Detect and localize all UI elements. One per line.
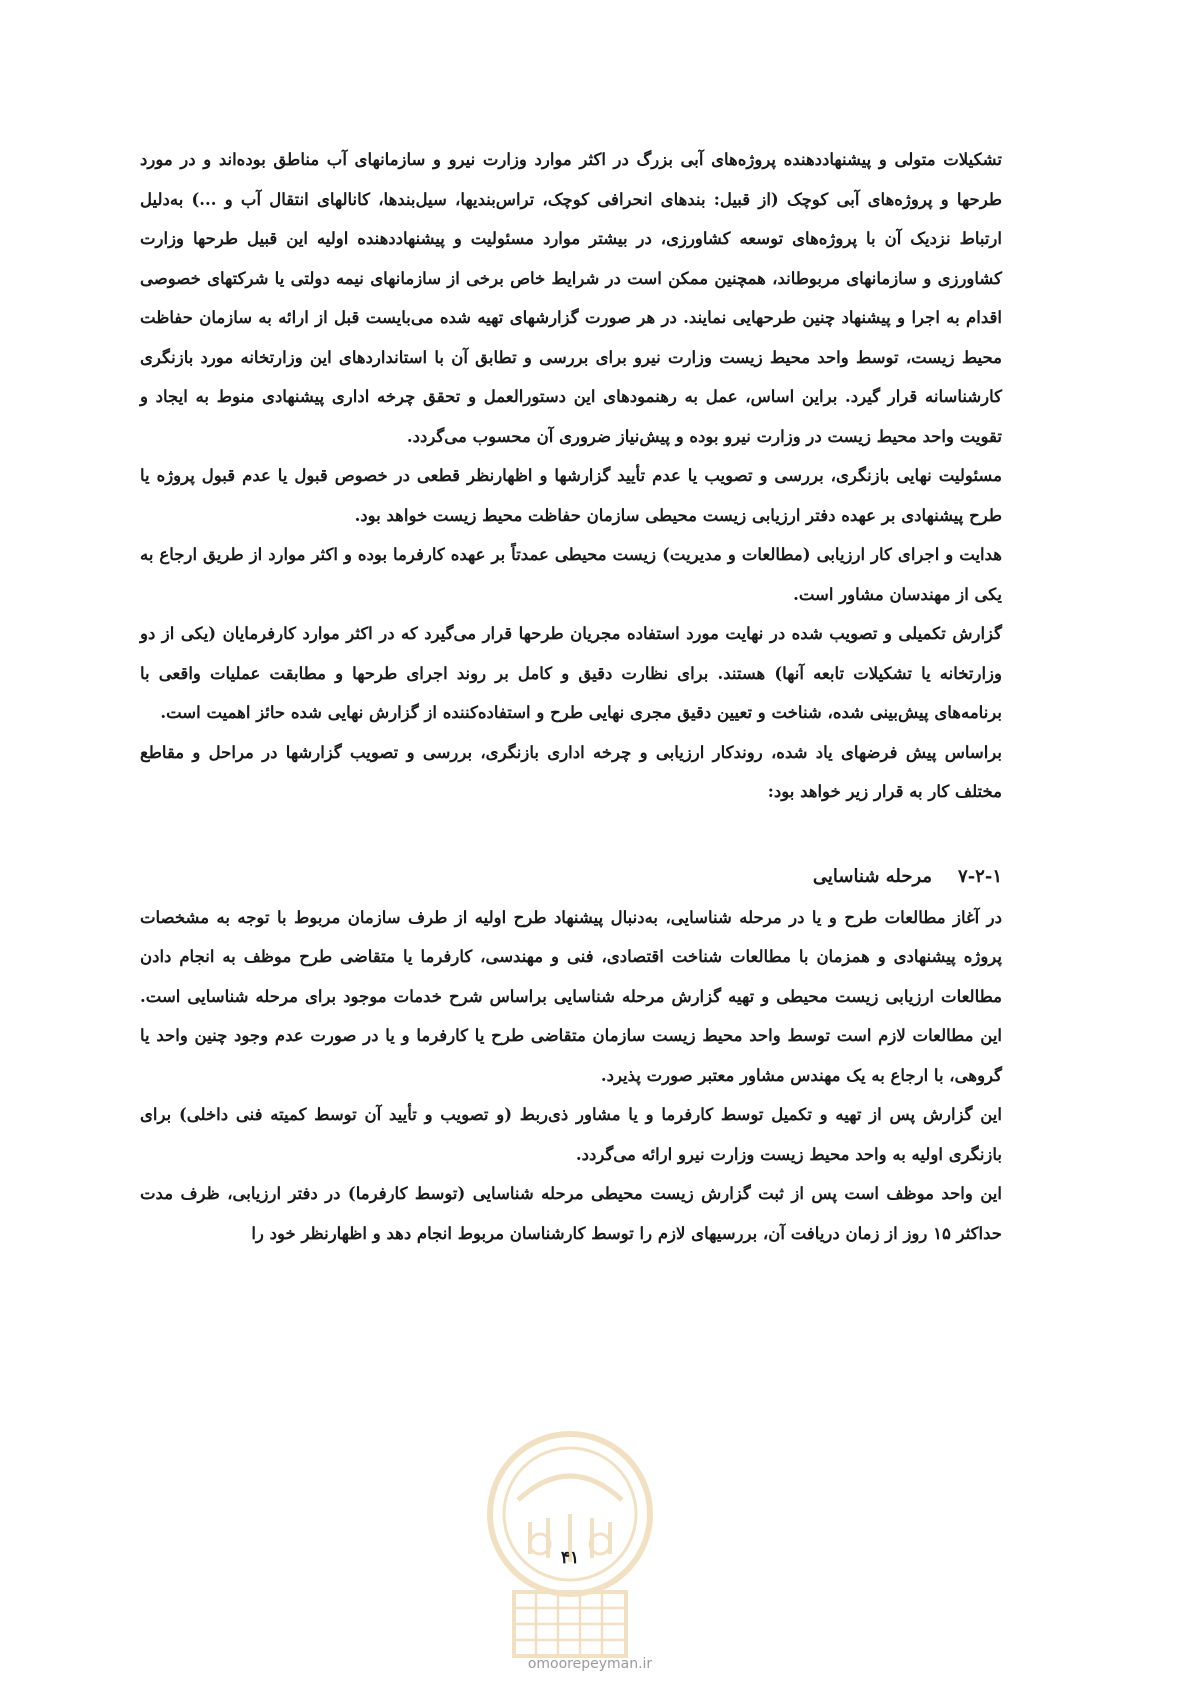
watermark-seal-icon <box>478 1422 662 1662</box>
section-title: مرحله شناسایی <box>812 865 933 887</box>
document-page <box>140 140 1002 1253</box>
paragraph-review-deadline: این واحد موظف است پس از ثبت گزارش زیست محیطی مرحله شناسایی (توسط کارفرما) در دفتر ارزیابی، ظرف مدت حداکثر ۱۵ روز از زمان دریافت آن، بررسیهای لازم را توسط کارشناسان مربوط انجام دهد و اظهارنظر خود را <box>140 1184 1002 1243</box>
paragraph-workflow-intro: براساس پیش فرضهای یاد شده، روندکار ارزیابی و چرخه اداری بازنگری، بررسی و تصویب گزارشها در مراحل و مقاطع مختلف کار به قرار زیر خواهد بود: <box>140 742 1002 801</box>
paragraph-initial-review: این گزارش پس از تهیه و تکمیل توسط کارفرما و یا مشاور ذی‌ربط (و تصویب و تأیید آن توسط کمیته فنی داخلی) برای بازنگری اولیه به واحد محیط زیست وزارت نیرو ارائه می‌گردد. <box>140 1105 1002 1164</box>
paragraph-final-responsibility: مسئولیت نهایی بازنگری، بررسی و تصویب یا عدم تأیید گزارشها و اظهارنظر قطعی در خصوص قبول یا عدم قبول پروژه یا طرح پیشنهادی بر عهده دفتر ارزیابی زیست محیطی سازمان حفاظت محیط زیست خواهد بود. <box>140 466 1002 525</box>
paragraph-identification-stage: در آغاز مطالعات طرح و یا در مرحله شناسایی، به‌دنبال پیشنهاد طرح اولیه از طرف سازمان مربوط با توجه به مشخصات پروژه پیشنهادی و همزمان با مطالعات شناخت اقتصادی، فنی و مهندسی، کارفرما یا متقاضی طرح موظف به انجام دادن مطالعات ارزیابی زیست محیطی و تهیه گزارش مرحله شناسایی براساس شرح خدمات موجود برای مرحله شناسایی است. این مطالعات لازم است توسط واحد محیط زیست سازمان متقاضی طرح یا کارفرما و یا در صورت عدم وجود چنین واحد یا گروهی، با ارجاع به یک مهندس مشاور معتبر صورت پذیرد. <box>140 907 1002 1085</box>
watermark-url: omoorepeyman.ir <box>527 1656 653 1672</box>
section-number: ۷-۲-۱ <box>958 865 1002 887</box>
paragraph-final-report-usage: گزارش تکمیلی و تصویب شده در نهایت مورد استفاده مجریان طرحها قرار می‌گیرد که در اکثر موارد کارفرمایان (یکی از دو وزارتخانه یا تشکیلات تابعه آنها) هستند. برای نظارت دقیق و کامل بر روند اجرای طرحها و مطابقت عملیات واقعی با برنامه‌های پیش‌بینی شده، شناخت و تعیین دقیق مجری نهایی طرح و استفاده‌کننده از گزارش نهایی شده حائز اهمیت است. <box>140 624 1002 722</box>
paragraph-assessment-execution: هدایت و اجرای کار ارزیابی (مطالعات و مدیریت) زیست محیطی عمدتاً بر عهده کارفرما بوده و اکثر موارد از طریق ارجاع به یکی از مهندسان مشاور است. <box>140 545 1002 604</box>
page-number: ۴۱ <box>560 1548 580 1568</box>
section-body <box>140 898 1002 1254</box>
section-heading <box>140 856 1002 898</box>
paragraph-responsible-organizations: تشکیلات متولی و پیشنهاددهنده پروژه‌های آبی بزرگ در اکثر موارد وزارت نیرو و سازمانهای آب مناطق بوده‌اند و در مورد طرحها و پروژه‌های آبی کوچک (از قبیل: بندهای انحرافی کوچک، تراس‌بندیها، سیل‌بندها، کانالهای انتقال آب و ...) به‌دلیل ارتباط نزدیک آن با پروژه‌های توسعه کشاورزی، در بیشتر موارد مسئولیت و پیشنهاددهنده اولیه این قبیل طرحها وزارت کشاورزی و سازمانهای مربوطاند، همچنین ممکن است در شرایط خاص برخی از سازمانهای نیمه دولتی یا شرکتهای خصوصی اقدام به اجرا و پیشنهاد چنین طرحهایی نمایند. در هر صورت گزارشهای تهیه شده می‌بایست قبل از ارائه به سازمان حفاظت محیط زیست، توسط واحد محیط زیست وزارت نیرو برای بررسی و تطابق آن با استانداردهای این وزارتخانه مورد بازنگری کارشناسانه قرار گیرد. براین اساس، عمل به رهنمودهای این دستورالعمل و تحقق چرخه اداری پیشنهادی منوط به ایجاد و تقویت واحد محیط زیست در وزارت نیرو بوده و پیش‌نیاز ضروری آن محسوب می‌گردد. <box>140 150 1002 446</box>
